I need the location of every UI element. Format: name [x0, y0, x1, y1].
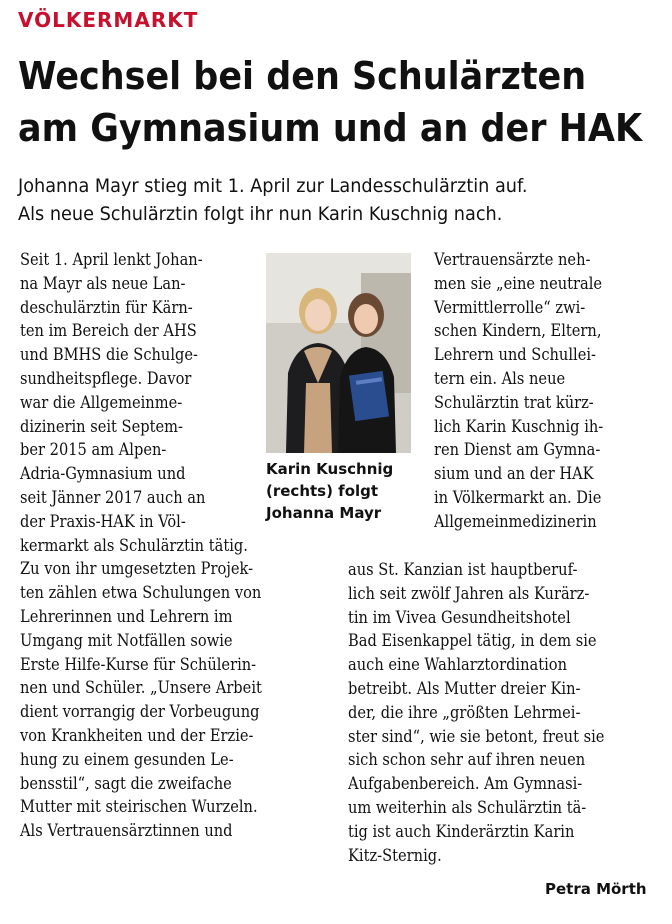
text-line: von Krankheiten und der Erzie-	[20, 725, 254, 746]
caption-line: (rechts) folgt	[266, 482, 379, 500]
text-line: tig ist auch Kinderärztin Karin	[348, 821, 575, 842]
text-line: Bad Eisenkappel tätig, in dem sie	[348, 631, 597, 652]
text-line: seit Jänner 2017 auch an	[20, 487, 206, 508]
text-line: Schulärztin trat kürz-	[434, 392, 594, 413]
photo-caption	[266, 458, 426, 524]
text-line: der, die ihre „größten Lehrmei-	[348, 702, 581, 723]
headline-line: Wechsel bei den Schulärzten	[18, 54, 587, 98]
text-line: sich schon sehr auf ihren neuen	[348, 750, 586, 771]
body-column-3-top	[434, 249, 603, 535]
text-line: Erste Hilfe-Kurse für Schülerin-	[20, 654, 257, 675]
text-line: ster sind“, wie sie betont, freut sie	[348, 726, 605, 747]
text-line: Aufgabenbereich. Am Gymnasi-	[348, 774, 583, 795]
section-label: VÖLKERMARKT	[18, 8, 199, 32]
text-line: Vermittlerrolle“ zwi-	[434, 297, 586, 318]
text-line: sium und an der HAK	[434, 464, 594, 485]
text-line: lich seit zwölf Jahren als Kurärz-	[348, 583, 590, 604]
author-byline: Petra Mörth	[545, 880, 647, 898]
text-line: um weiterhin als Schulärztin tä-	[348, 797, 587, 818]
text-line: ten im Bereich der AHS	[20, 321, 197, 342]
text-line: in Völkermarkt an. Die	[434, 487, 602, 508]
text-line: Als Vertrauensärztinnen und	[20, 821, 233, 842]
text-line: na Mayr als neue Lan-	[20, 273, 186, 294]
text-line: sundheitspflege. Davor	[20, 368, 192, 389]
text-line: Lehrerinnen und Lehrern im	[20, 606, 233, 627]
text-line: betreibt. Als Mutter dreier Kin-	[348, 678, 581, 699]
subhead-line: Als neue Schulärztin folgt ihr nun Karin Kuschnig nach.	[18, 203, 503, 225]
text-line: auch eine Wahlarztordination	[348, 655, 568, 676]
subheadline	[18, 172, 632, 228]
text-line: ten zählen etwa Schulungen von	[20, 583, 262, 604]
article-photo	[266, 253, 411, 453]
text-line: Umgang mit Notfällen sowie	[20, 630, 233, 651]
text-line: Mutter mit steirischen Wurzeln.	[20, 797, 258, 818]
text-line: tin im Vivea Gesundheitshotel	[348, 607, 571, 628]
photo-illustration	[266, 253, 411, 453]
text-line: Kitz-Sternig.	[348, 845, 442, 866]
text-line: ren Dienst am Gymna-	[434, 440, 601, 461]
text-line: war die Allgemeinme-	[20, 392, 183, 413]
text-line: ber 2015 am Alpen-	[20, 440, 167, 461]
headline	[18, 50, 643, 154]
text-line: Zu von ihr umgesetzten Projek-	[20, 559, 254, 580]
text-line: dizinerin seit Septem-	[20, 416, 183, 437]
text-line: kermarkt als Schulärztin tätig.	[20, 535, 248, 556]
headline-line: am Gymnasium und an der HAK	[18, 106, 643, 150]
subhead-line: Johanna Mayr stieg mit 1. April zur Landesschulärztin auf.	[18, 175, 528, 197]
text-line: tern ein. Als neue	[434, 368, 566, 389]
text-line: bensstil“, sagt die zweifache	[20, 773, 232, 794]
text-line: Seit 1. April lenkt Johan-	[20, 250, 203, 270]
text-line: hung zu einem gesunden Le-	[20, 749, 234, 770]
caption-line: Karin Kuschnig	[266, 460, 394, 478]
text-line: Vertrauensärzte neh-	[434, 250, 591, 270]
body-column-1	[20, 249, 262, 844]
text-line: schen Kindern, Eltern,	[434, 321, 602, 342]
caption-line: Johanna Mayr	[266, 504, 382, 522]
text-line: nen und Schüler. „Unsere Arbeit	[20, 678, 262, 699]
text-line: und BMHS die Schulge-	[20, 345, 198, 366]
text-line: Allgemeinmedizinerin	[434, 511, 597, 532]
text-line: deschulärztin für Kärn-	[20, 297, 193, 318]
text-line: Lehrern und Schullei-	[434, 345, 596, 366]
body-column-3-bottom	[348, 559, 604, 868]
text-line: Adria-Gymnasium und	[20, 464, 186, 485]
text-line: lich Karin Kuschnig ih-	[434, 416, 604, 437]
text-line: der Praxis-HAK in Völ-	[20, 511, 186, 532]
text-line: dient vorrangig der Vorbeugung	[20, 702, 260, 723]
text-line: aus St. Kanzian ist hauptberuf-	[348, 560, 578, 580]
text-line: men sie „eine neutrale	[434, 273, 603, 294]
